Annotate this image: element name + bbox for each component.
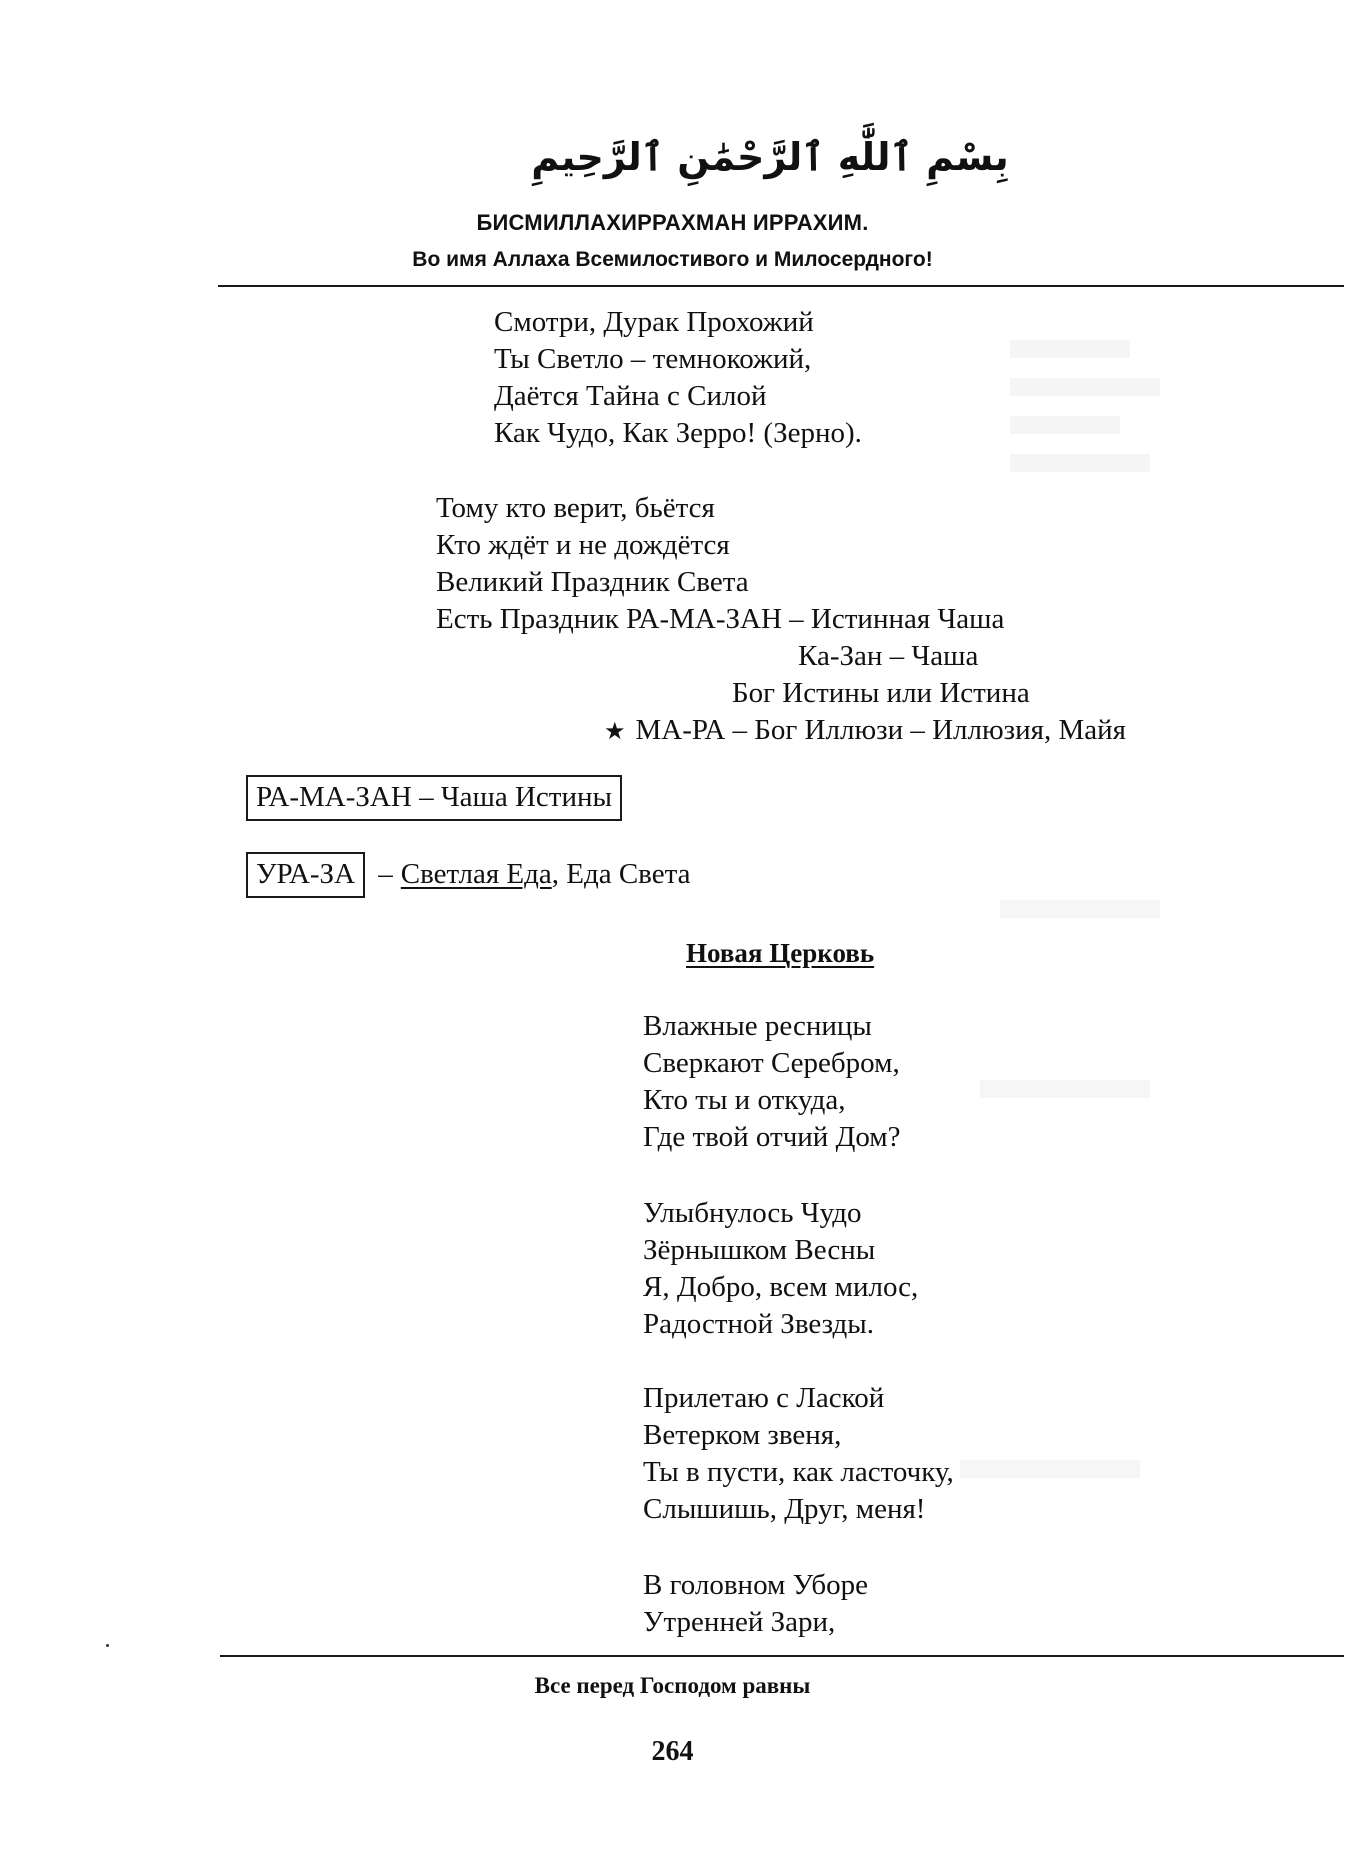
poem-stanza-1-line-4: Где твой отчий Дом? <box>643 1121 901 1153</box>
stanza-2-line-3: Великий Праздник Света <box>436 566 749 598</box>
boxed-line-2 <box>246 860 690 889</box>
stanza-1-line-2: Ты Светло – темнокожий, <box>494 343 812 375</box>
poem-stanza-3-line-4: Слышишь, Друг, меня! <box>643 1493 926 1525</box>
stanza-2-line-2: Кто ждёт и не дождётся <box>436 529 730 561</box>
calligraphy-text: بِسْمِ ٱللَّٰهِ ٱلرَّحْمَٰنِ ٱلرَّحِيمِ <box>531 135 1009 179</box>
uraza-dash: – <box>378 858 393 890</box>
page-header-subtitle: Во имя Аллаха Всемилостивого и Милосердного! <box>412 248 933 271</box>
page-footer-text: Все перед Господом равны <box>534 1673 811 1698</box>
stanza-1-line-1: Смотри, Дурак Прохожий <box>494 306 814 338</box>
page-number: 264 <box>651 1736 694 1767</box>
star-icon: ★ <box>604 719 626 745</box>
poem-stanza-3-line-3: Ты в пусти, как ласточку, <box>643 1456 954 1488</box>
star-line-text: МА-РА – Бог Иллюзи – Иллюзия, Майя <box>635 714 1126 746</box>
poem-stanza-2-line-3: Я, Добро, всем милос, <box>643 1271 919 1303</box>
uraza-underlined-text: Светлая Еда <box>400 858 552 890</box>
stanza-2-line-1: Тому кто верит, бьётся <box>436 492 715 524</box>
header-divider <box>218 285 1344 287</box>
stanza-1-line-4: Как Чудо, Как Зерро! (Зерно). <box>494 417 862 449</box>
poem-stanza-3-line-2: Ветерком звеня, <box>643 1419 842 1451</box>
footer-divider <box>220 1655 1344 1657</box>
boxed-line-1 <box>246 783 622 812</box>
poem-stanza-4-line-2: Утренней Зари, <box>643 1606 836 1638</box>
page-header-title: БИСМИЛЛАХИРРАХМАН ИРРАХИМ. <box>476 210 869 235</box>
section-title: Новая Церковь <box>686 938 875 968</box>
poem-stanza-1-line-2: Сверкают Серебром, <box>643 1047 900 1079</box>
stanza-2-line-5: Ка-Зан – Чаша <box>798 640 979 672</box>
poem-stanza-2-line-1: Улыбнулось Чудо <box>643 1197 862 1229</box>
poem-stanza-2-line-2: Зёрнышком Весны <box>643 1234 876 1266</box>
uraza-rest-text: , Еда Света <box>551 858 691 890</box>
stanza-2-line-6: Бог Истины или Истина <box>732 677 1030 709</box>
bismillah-calligraphy <box>531 118 1009 198</box>
boxed-uraza: УРА-ЗА <box>246 852 365 898</box>
stanza-1-line-3: Даётся Тайна с Силой <box>494 380 767 412</box>
boxed-ramazan: РА-МА-ЗАН – Чаша Истины <box>246 775 622 821</box>
star-line <box>604 716 1126 745</box>
scan-speck <box>106 1644 109 1647</box>
poem-stanza-1-line-1: Влажные ресницы <box>643 1010 872 1042</box>
poem-stanza-4-line-1: В головном Уборе <box>643 1569 868 1601</box>
poem-stanza-2-line-4: Радостной Звезды. <box>643 1308 875 1340</box>
calligraphy-image <box>531 118 1009 198</box>
poem-stanza-3-line-1: Прилетаю с Лаской <box>643 1382 885 1414</box>
stanza-2-line-4: Есть Праздник РА-МА-ЗАН – Истинная Чаша <box>436 603 1005 635</box>
poem-stanza-1-line-3: Кто ты и откуда, <box>643 1084 846 1116</box>
